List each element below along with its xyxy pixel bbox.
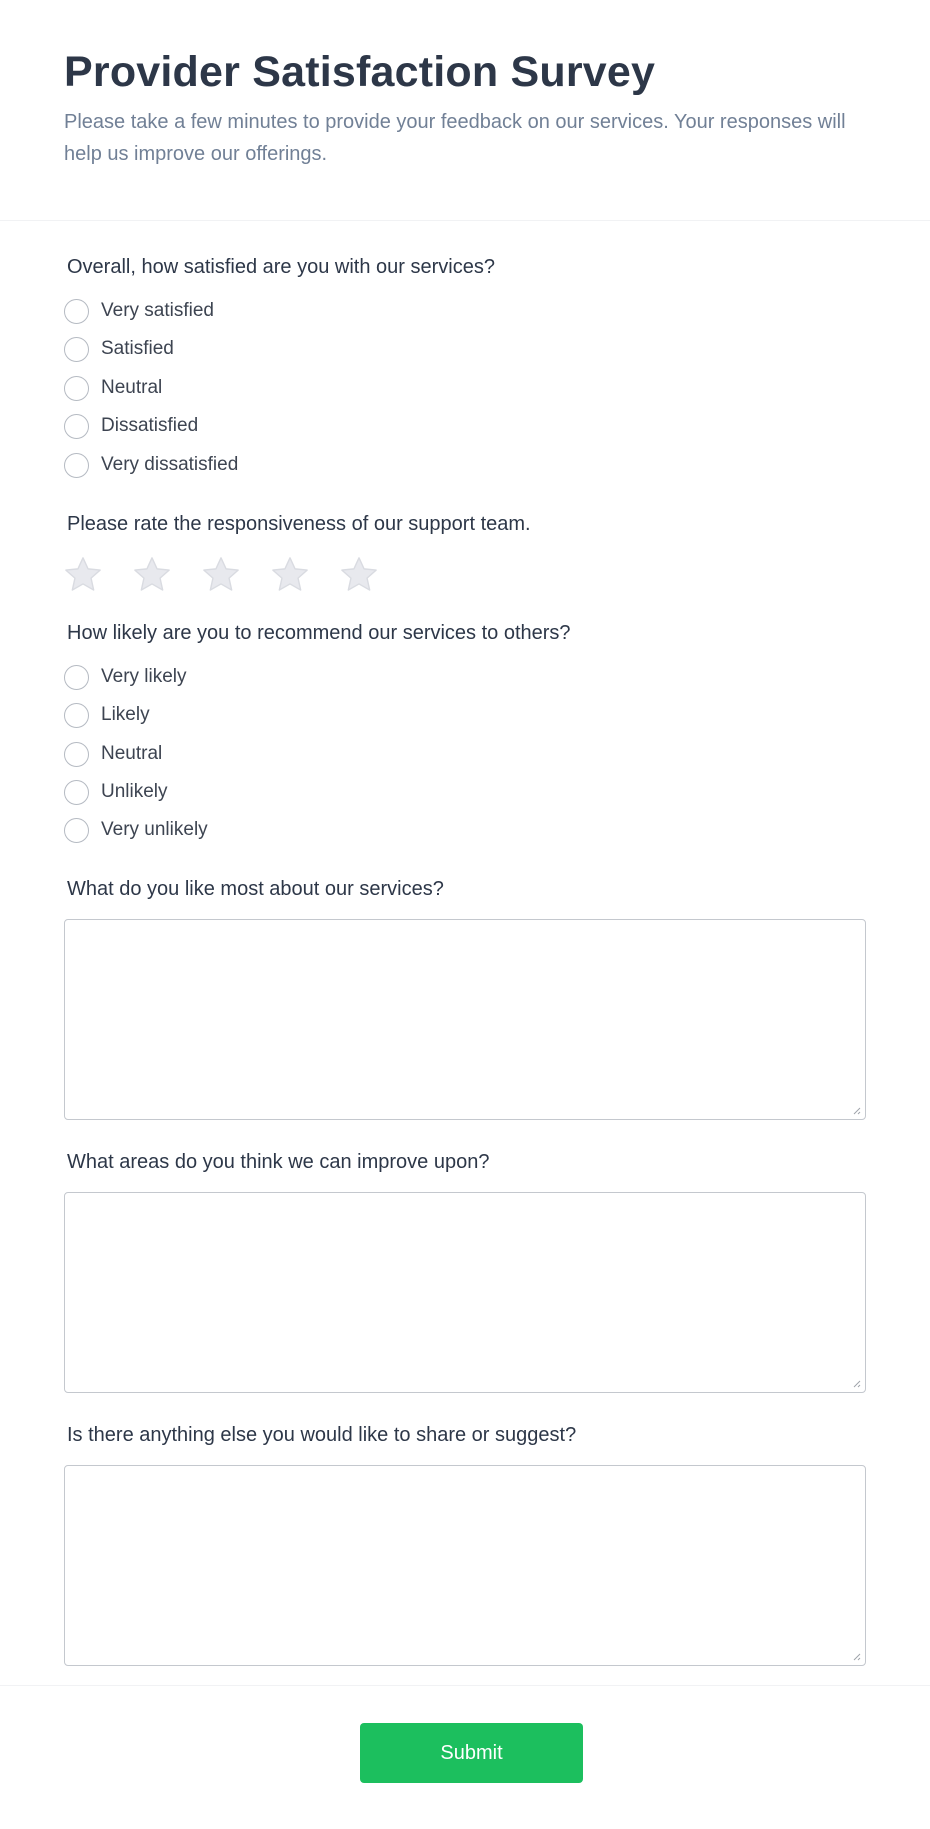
radio-label: Neutral: [101, 743, 163, 764]
radio-label: Neutral: [101, 377, 163, 398]
radio-label: Likely: [101, 704, 150, 725]
radio-circle[interactable]: [64, 453, 89, 478]
radio-circle[interactable]: [64, 818, 89, 843]
radio-label: Very likely: [101, 666, 187, 687]
anything-else-textarea[interactable]: [64, 1465, 866, 1666]
submit-button[interactable]: Submit: [360, 1723, 583, 1783]
star-5-icon[interactable]: [338, 554, 380, 596]
question-anything-else-label: Is there anything else you would like to share or suggest?: [67, 1424, 577, 1446]
star-4-icon[interactable]: [269, 554, 311, 596]
radio-label: Dissatisfied: [101, 415, 199, 436]
radio-circle[interactable]: [64, 414, 89, 439]
radio-option-unlikely[interactable]: [64, 779, 168, 805]
radio-circle[interactable]: [64, 299, 89, 324]
radio-option-very-satisfied[interactable]: [64, 298, 214, 324]
page-title: Provider Satisfaction Survey: [64, 48, 656, 96]
star-1-icon[interactable]: [62, 554, 104, 596]
star-3-icon[interactable]: [200, 554, 242, 596]
star-rating[interactable]: [62, 554, 407, 596]
radio-circle[interactable]: [64, 703, 89, 728]
radio-option-very-unlikely[interactable]: [64, 817, 208, 843]
resize-handle-icon[interactable]: [851, 1378, 861, 1388]
resize-handle-icon[interactable]: [851, 1651, 861, 1661]
question-responsiveness-label: Please rate the responsiveness of our support team.: [67, 513, 531, 535]
radio-option-neutral-recommend[interactable]: [64, 741, 162, 767]
question-like-most-label: What do you like most about our services?: [67, 878, 444, 900]
radio-circle[interactable]: [64, 376, 89, 401]
radio-option-dissatisfied[interactable]: [64, 413, 198, 439]
radio-option-satisfied[interactable]: [64, 336, 174, 362]
radio-circle[interactable]: [64, 742, 89, 767]
radio-circle[interactable]: [64, 337, 89, 362]
star-2-icon[interactable]: [131, 554, 173, 596]
radio-label: Very dissatisfied: [101, 454, 239, 475]
radio-label: Very unlikely: [101, 819, 208, 840]
like-most-textarea[interactable]: [64, 919, 866, 1120]
page-subtitle: Please take a few minutes to provide your feedback on our services. Your responses will help us improve our offerings.: [64, 111, 846, 165]
radio-label: Satisfied: [101, 338, 174, 359]
resize-handle-icon[interactable]: [851, 1105, 861, 1115]
radio-option-neutral[interactable]: [64, 375, 162, 401]
radio-circle[interactable]: [64, 780, 89, 805]
improve-textarea[interactable]: [64, 1192, 866, 1393]
radio-option-likely[interactable]: [64, 702, 150, 728]
radio-label: Very satisfied: [101, 300, 214, 321]
radio-option-very-likely[interactable]: [64, 664, 187, 690]
question-recommend-label: How likely are you to recommend our services to others?: [67, 622, 571, 644]
radio-label: Unlikely: [101, 781, 168, 802]
survey-header: [0, 0, 930, 221]
question-satisfaction-label: Overall, how satisfied are you with our services?: [67, 256, 495, 278]
radio-option-very-dissatisfied[interactable]: [64, 452, 238, 478]
question-improve-label: What areas do you think we can improve upon?: [67, 1151, 490, 1173]
radio-circle[interactable]: [64, 665, 89, 690]
